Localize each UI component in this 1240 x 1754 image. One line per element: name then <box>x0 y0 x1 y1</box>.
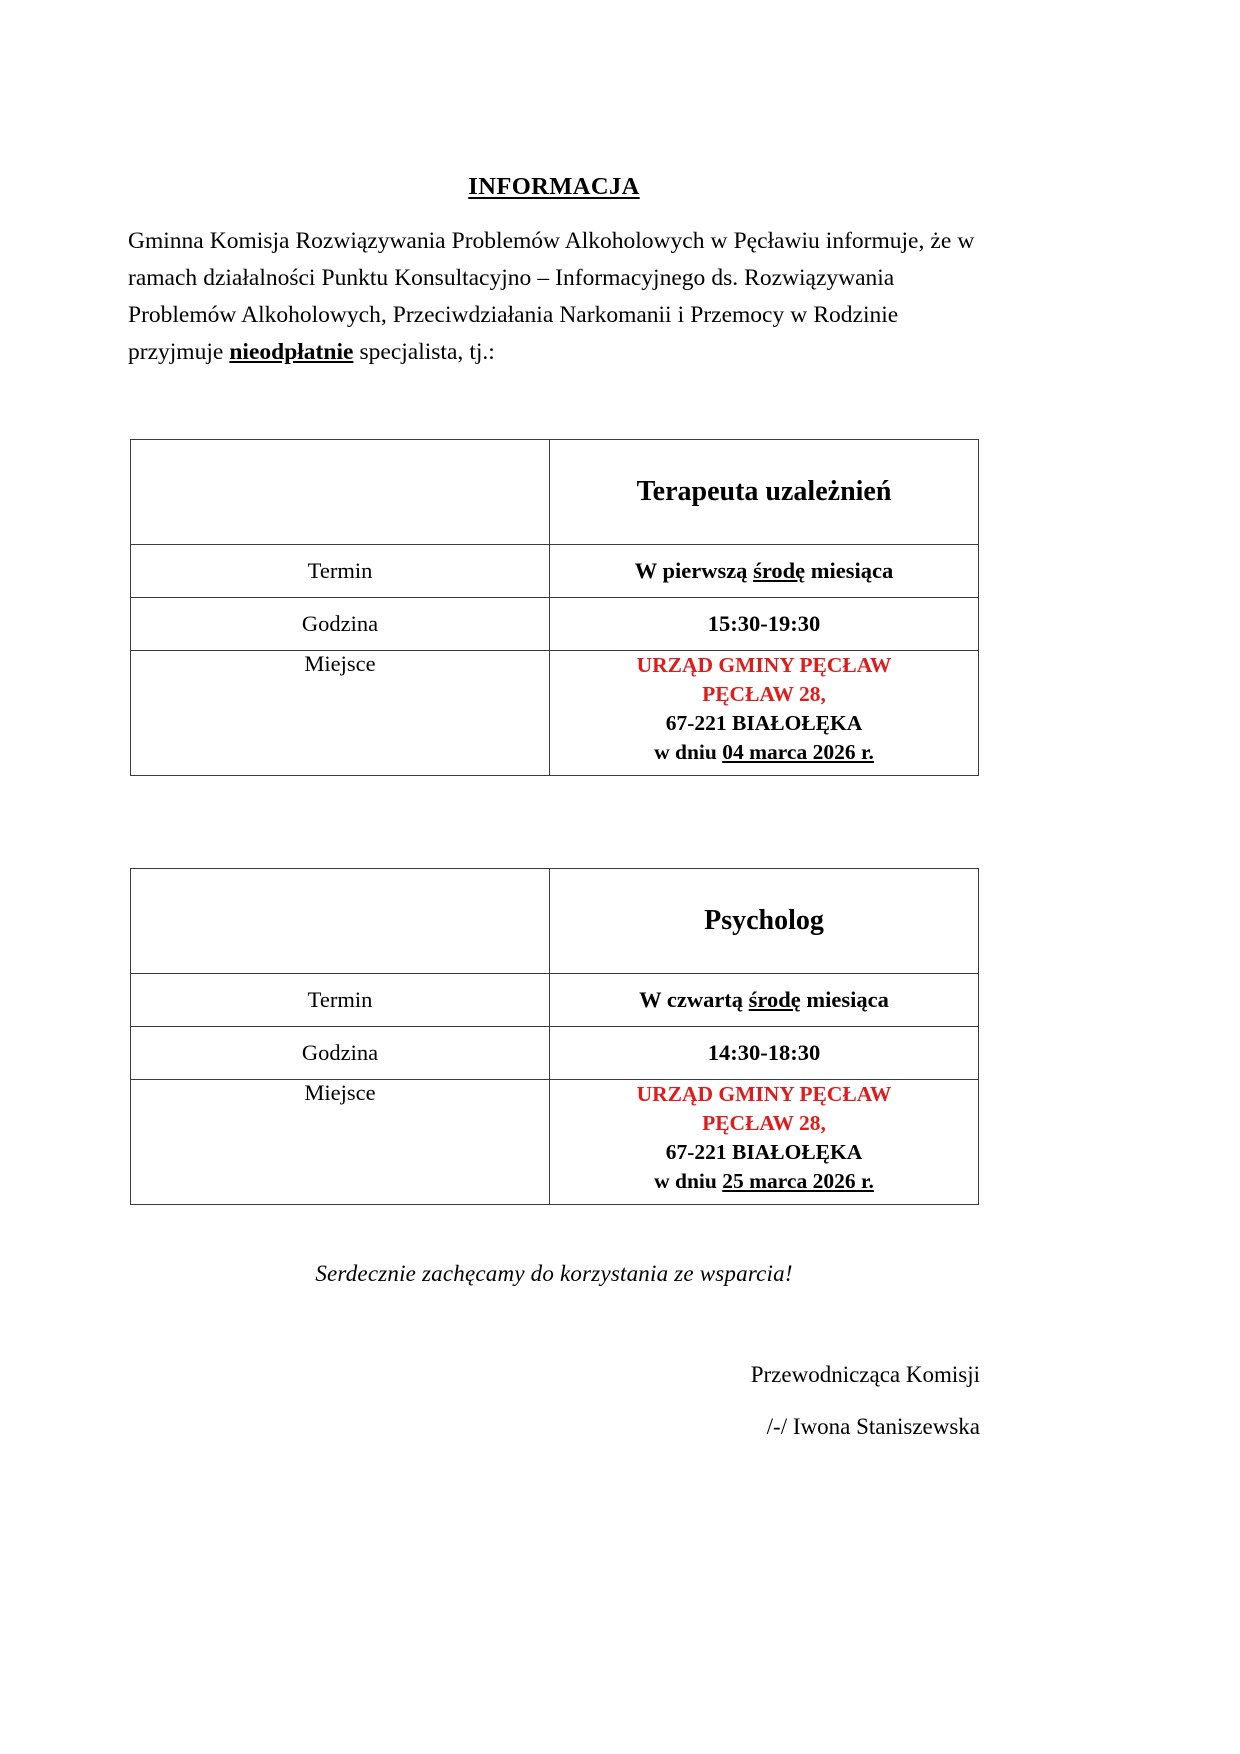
table-header-empty-cell <box>131 440 550 545</box>
document-content <box>128 0 980 1453</box>
table-row <box>131 598 979 651</box>
schedule-table-psychologist <box>130 868 979 1205</box>
place-date-prefix: w dniu <box>654 740 723 765</box>
intro-line-1: Gminna Komisja Rozwiązywania Problemów Alkoholowych w Pęcławiu informuje, że w <box>128 228 975 255</box>
place-date-line <box>550 738 978 767</box>
place-street: PĘCŁAW 28, <box>702 1111 826 1136</box>
intro-line-2: ramach działalności Punktu Konsultacyjno – Informacyjnego ds. Rozwiązywania Problemów <box>128 265 895 329</box>
table-row <box>131 974 979 1027</box>
value-miejsce <box>550 1080 979 1205</box>
table-row <box>131 869 979 974</box>
place-street: PĘCŁAW 28, <box>702 682 826 707</box>
place-office-name: URZĄD GMINY PĘCŁAW <box>636 1082 892 1107</box>
value-godzina: 15:30-19:30 <box>550 598 979 651</box>
closing-message: Serdecznie zachęcamy do korzystania ze wsparcia! <box>315 1261 793 1287</box>
label-godzina: Godzina <box>131 1027 550 1080</box>
termin-day-underlined: środę <box>753 558 806 584</box>
label-miejsce: Miejsce <box>131 651 550 776</box>
place-postcode-city: 67-221 BIAŁOŁĘKA <box>665 1140 863 1165</box>
schedule-table-therapist <box>130 439 979 776</box>
page-title <box>128 172 980 201</box>
table-row <box>131 1027 979 1080</box>
table-row <box>131 545 979 598</box>
value-godzina: 14:30-18:30 <box>550 1027 979 1080</box>
spacer-before-table-1 <box>128 371 980 439</box>
page-title-text: INFORMACJA <box>468 173 640 200</box>
table-row <box>131 651 979 776</box>
label-godzina: Godzina <box>131 598 550 651</box>
value-termin <box>550 545 979 598</box>
table-row <box>131 1080 979 1205</box>
table-heading-cell: Psycholog <box>550 869 979 974</box>
termin-suffix: miesiąca <box>805 558 894 584</box>
termin-prefix: W czwartą <box>639 987 749 1013</box>
termin-prefix: W pierwszą <box>634 558 754 584</box>
place-date-value: 04 marca 2026 r. <box>722 740 874 765</box>
place-date-line <box>550 1167 978 1196</box>
termin-day-underlined: środę <box>748 987 801 1013</box>
table-heading-cell: Terapeuta uzależnień <box>550 440 979 545</box>
table-row <box>131 440 979 545</box>
intro-paragraph <box>128 223 980 371</box>
label-termin: Termin <box>131 545 550 598</box>
value-termin <box>550 974 979 1027</box>
place-date-prefix: w dniu <box>654 1169 723 1194</box>
intro-line-4: specjalista, tj.: <box>359 339 495 366</box>
label-miejsce: Miejsce <box>131 1080 550 1205</box>
spacer-between-tables <box>128 776 980 868</box>
intro-emphasis-nieodplatnie: nieodpłatnie <box>229 339 354 366</box>
signature-name: /-/ Iwona Staniszewska <box>766 1414 980 1440</box>
intro-line-3-prefix: Alkoholowych, Przeciwdziałania Narkomanii i Przemocy w Rodzinie przyjmuje <box>128 302 899 366</box>
signature-role: Przewodnicząca Komisji <box>750 1362 980 1388</box>
signature-block <box>128 1349 980 1453</box>
value-miejsce <box>550 651 979 776</box>
place-date-value: 25 marca 2026 r. <box>722 1169 874 1194</box>
place-office-name: URZĄD GMINY PĘCŁAW <box>636 653 892 678</box>
table-header-empty-cell <box>131 869 550 974</box>
label-termin: Termin <box>131 974 550 1027</box>
place-postcode-city: 67-221 BIAŁOŁĘKA <box>665 711 863 736</box>
termin-suffix: miesiąca <box>800 987 889 1013</box>
